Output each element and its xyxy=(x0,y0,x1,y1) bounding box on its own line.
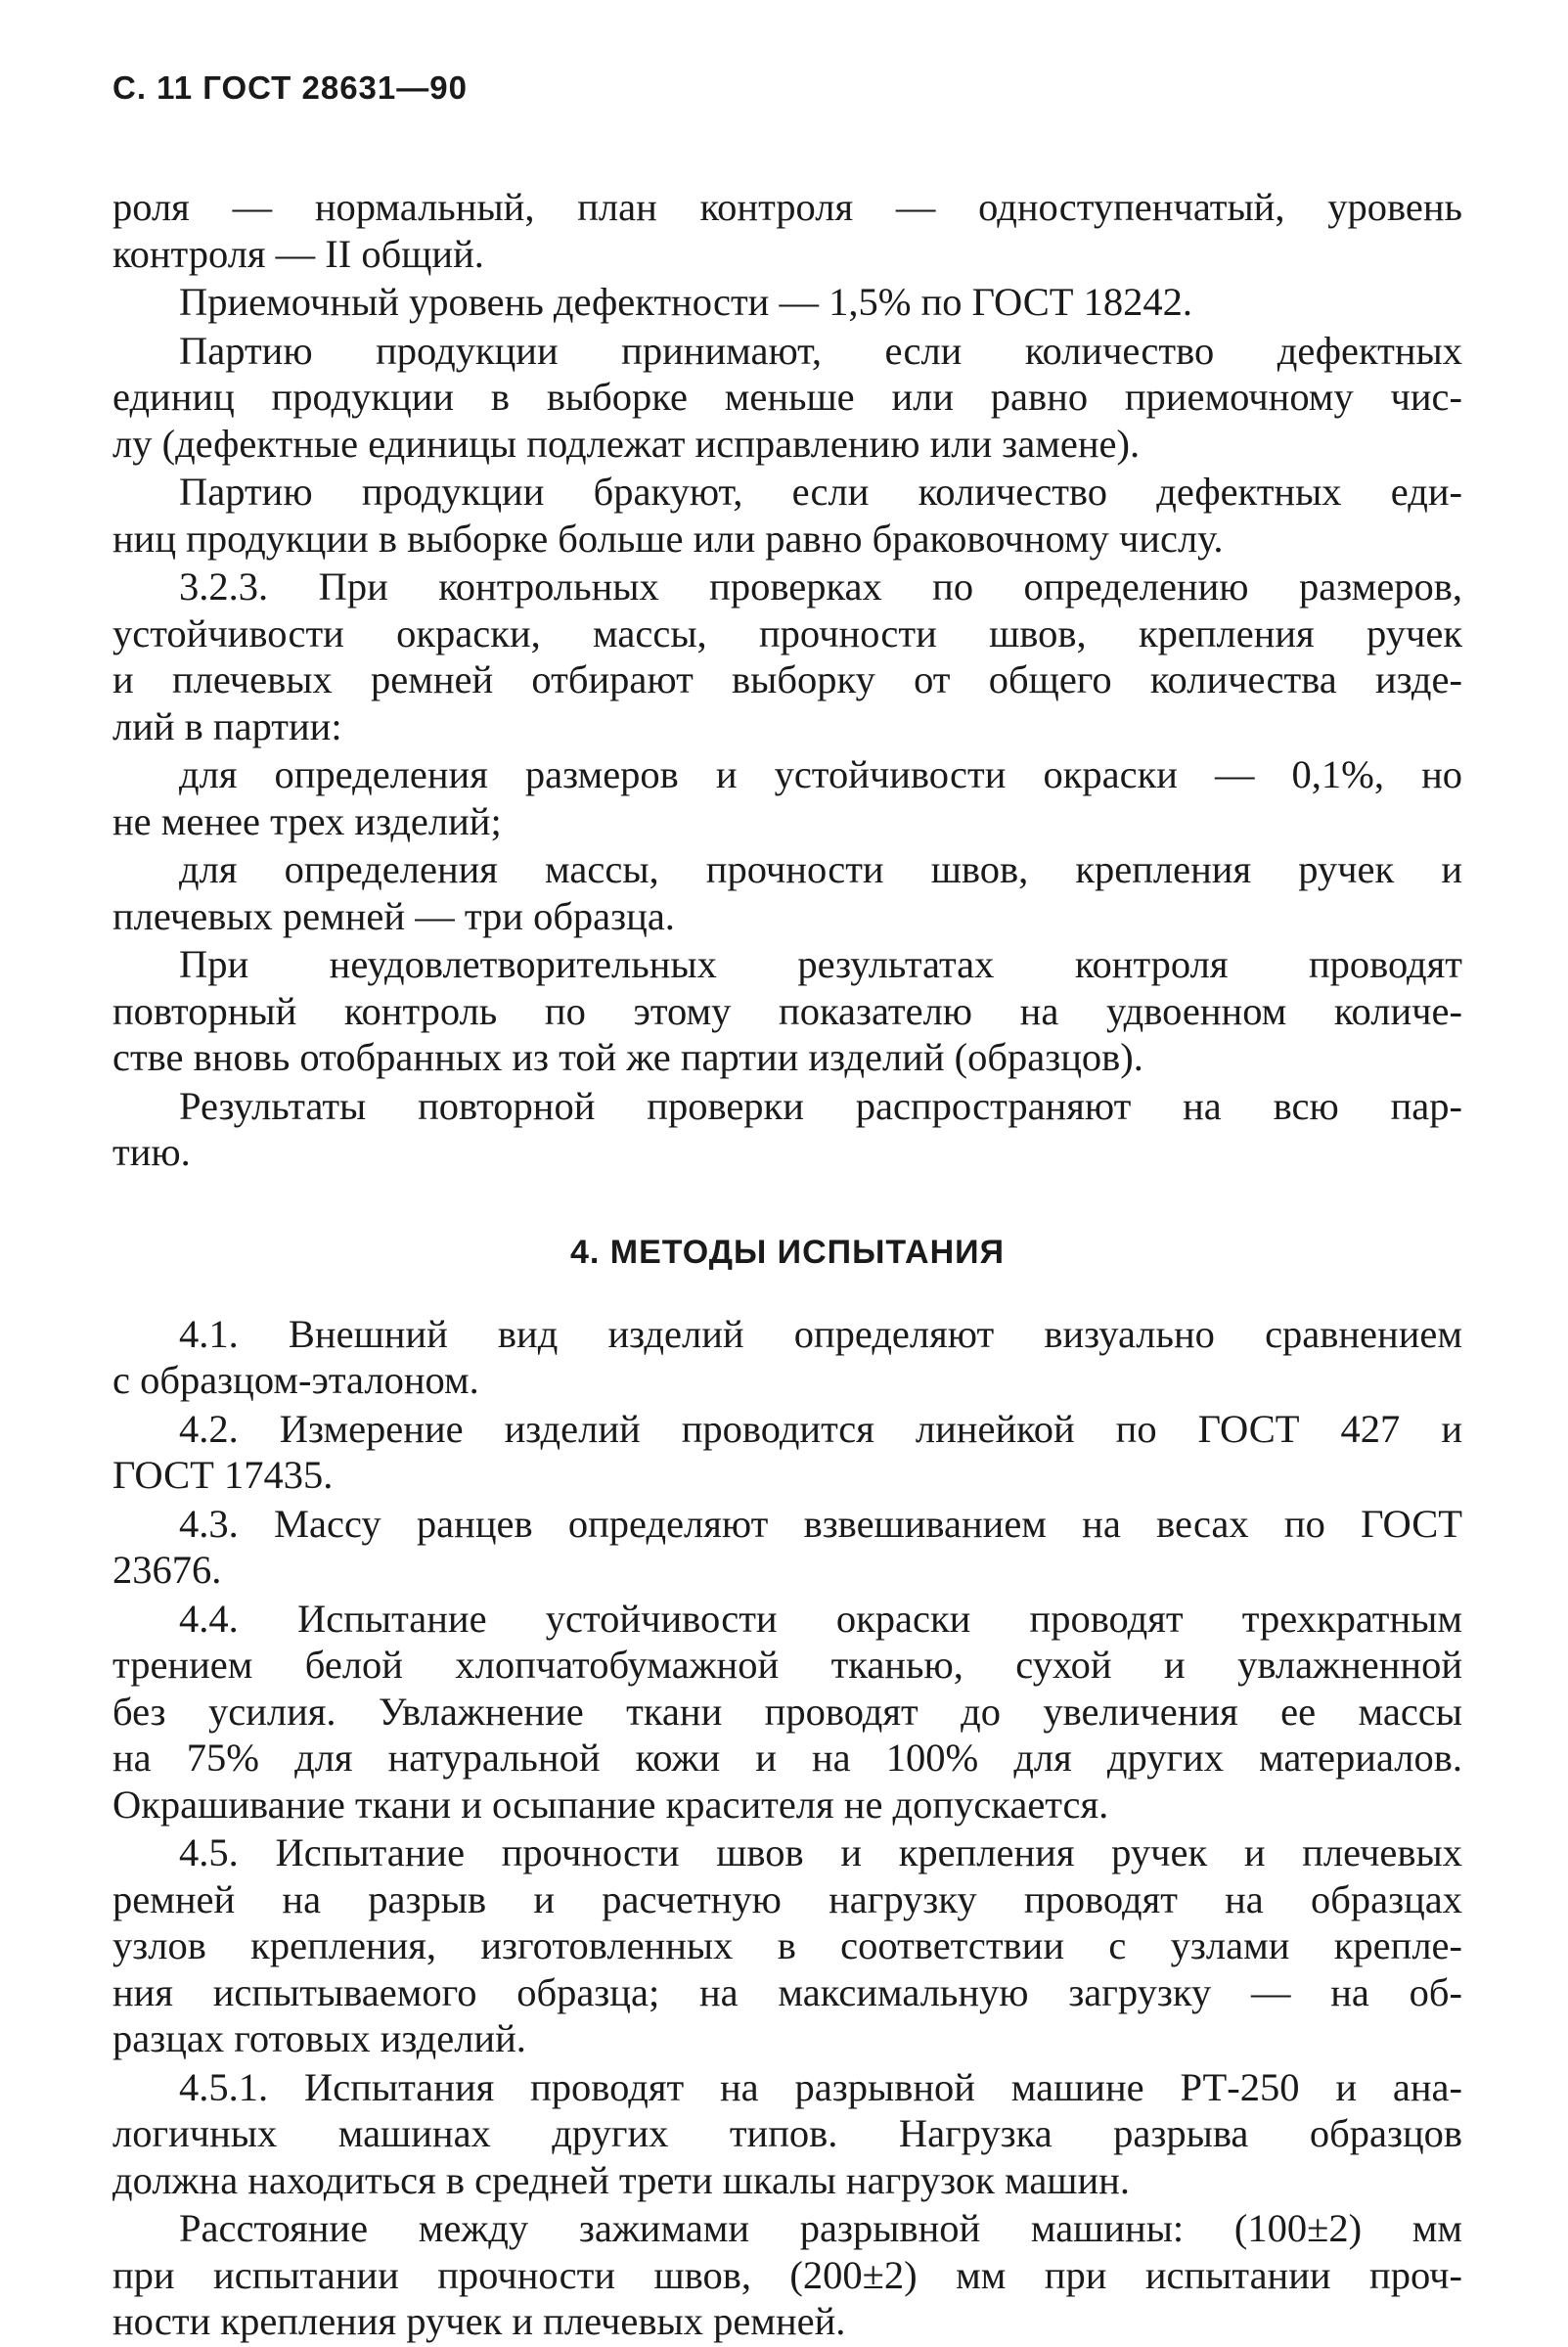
paragraph xyxy=(112,2064,1462,2204)
text-line: трением белой хлопчатобумажной тканью, сухой и увлажненной xyxy=(112,1643,1462,1687)
document-page xyxy=(112,68,1462,2347)
body-text-before xyxy=(112,184,1462,1176)
text-line: должна находиться в средней трети шкалы нагрузок машин. xyxy=(112,2157,1130,2202)
paragraph xyxy=(112,469,1462,562)
text-line: для определения массы, прочности швов, крепления ручек и xyxy=(179,847,1462,891)
text-line: При неудовлетворительных результатах контроля проводят xyxy=(179,942,1462,986)
text-line: Партию продукции принимают, если количество дефектных xyxy=(179,328,1462,373)
text-line: Результаты повторной проверки распространяют на всю пар- xyxy=(179,1083,1462,1128)
text-line: ния испытываемого образца; на максимальную загрузку — на об- xyxy=(112,1969,1462,2014)
paragraph xyxy=(112,1501,1462,1594)
paragraph xyxy=(112,941,1462,1081)
text-line: роля — нормальный, план контроля — одноступенчатый, уровень xyxy=(112,185,1462,229)
text-line: 23676. xyxy=(112,1548,222,1592)
text-line: лий в партии: xyxy=(112,703,342,748)
paragraph xyxy=(112,751,1462,844)
text-line: 4.5.1. Испытания проводят на разрывной машине РТ-250 и ана- xyxy=(179,2064,1462,2109)
text-line: на 75% для натуральной кожи и на 100% для других материалов. xyxy=(112,1736,1462,1780)
text-line: логичных машинах других типов. Нагрузка разрыва образцов xyxy=(112,2111,1462,2155)
paragraph xyxy=(112,564,1462,749)
text-line: 4.1. Внешний вид изделий определяют визуально сравнением xyxy=(179,1311,1462,1356)
text-line: единиц продукции в выборке меньше или равно приемочному чис- xyxy=(112,375,1462,419)
paragraph xyxy=(112,1311,1462,1404)
text-line: Приемочный уровень дефектности — 1,5% по ГОСТ 18242. xyxy=(179,280,1193,324)
section-heading: 4. МЕТОДЫ ИСПЫТАНИЯ xyxy=(570,1233,1005,1271)
text-line: 4.3. Массу ранцев определяют взвешиванием на весах по ГОСТ xyxy=(179,1501,1462,1546)
text-line: устойчивости окраски, массы, прочности швов, крепления ручек xyxy=(112,610,1462,655)
text-line: с образцом-эталоном. xyxy=(112,1358,479,1402)
body-text-after xyxy=(112,1311,1462,2345)
paragraph xyxy=(112,1406,1462,1499)
text-line: ремней на разрыв и расчетную нагрузку проводят на образцах xyxy=(112,1876,1462,1921)
text-line: лу (дефектные единицы подлежат исправлению или замене). xyxy=(112,421,1141,466)
text-line: 4.2. Измерение изделий проводится линейкой по ГОСТ 427 и xyxy=(179,1406,1462,1451)
text-line: без усилия. Увлажнение ткани проводят до увеличения ее массы xyxy=(112,1689,1462,1734)
text-line: 4.5. Испытание прочности швов и крепления ручек и плечевых xyxy=(179,1830,1462,1874)
paragraph xyxy=(112,279,1462,326)
text-line: разцах готовых изделий. xyxy=(112,2016,526,2060)
text-line: Расстояние между зажимами разрывной машины: (100±2) мм xyxy=(179,2206,1462,2250)
paragraph xyxy=(112,2205,1462,2345)
text-line: ГОСТ 17435. xyxy=(112,1453,334,1497)
text-line: узлов крепления, изготовленных в соответствии с узлами крепле- xyxy=(112,1923,1462,1967)
text-line: плечевых ремней — три образца. xyxy=(112,893,675,938)
text-line: 4.4. Испытание устойчивости окраски проводят трехкратным xyxy=(179,1596,1462,1641)
text-line: 3.2.3. При контрольных проверках по определению размеров, xyxy=(179,564,1462,609)
running-head: С. 11 ГОСТ 28631—90 xyxy=(112,69,468,106)
paragraph xyxy=(112,184,1462,277)
paragraph xyxy=(112,846,1462,939)
text-line: Партию продукции бракуют, если количество дефектных еди- xyxy=(179,470,1462,514)
text-line: при испытании прочности швов, (200±2) мм при испытании проч- xyxy=(112,2252,1462,2297)
text-line: стве вновь отобранных из той же партии изделий (образцов). xyxy=(112,1035,1143,1079)
text-line: ности крепления ручек и плечевых ремней. xyxy=(112,2299,846,2343)
text-line: для определения размеров и устойчивости окраски — 0,1%, но xyxy=(179,752,1462,796)
text-line: ниц продукции в выборке больше или равно браковочному числу. xyxy=(112,516,1224,561)
text-line: Окрашивание ткани и осыпание красителя не допускается. xyxy=(112,1782,1109,1827)
text-line: и плечевых ремней отбирают выборку от общего количества изде- xyxy=(112,657,1462,701)
paragraph xyxy=(112,328,1462,468)
paragraph xyxy=(112,1596,1462,1828)
text-line: тию. xyxy=(112,1130,191,1174)
text-line: повторный контроль по этому показателю на удвоенном количе- xyxy=(112,988,1462,1033)
text-line: контроля — II общий. xyxy=(112,231,484,276)
text-line: не менее трех изделий; xyxy=(112,798,502,843)
paragraph xyxy=(112,1083,1462,1176)
paragraph xyxy=(112,1829,1462,2062)
